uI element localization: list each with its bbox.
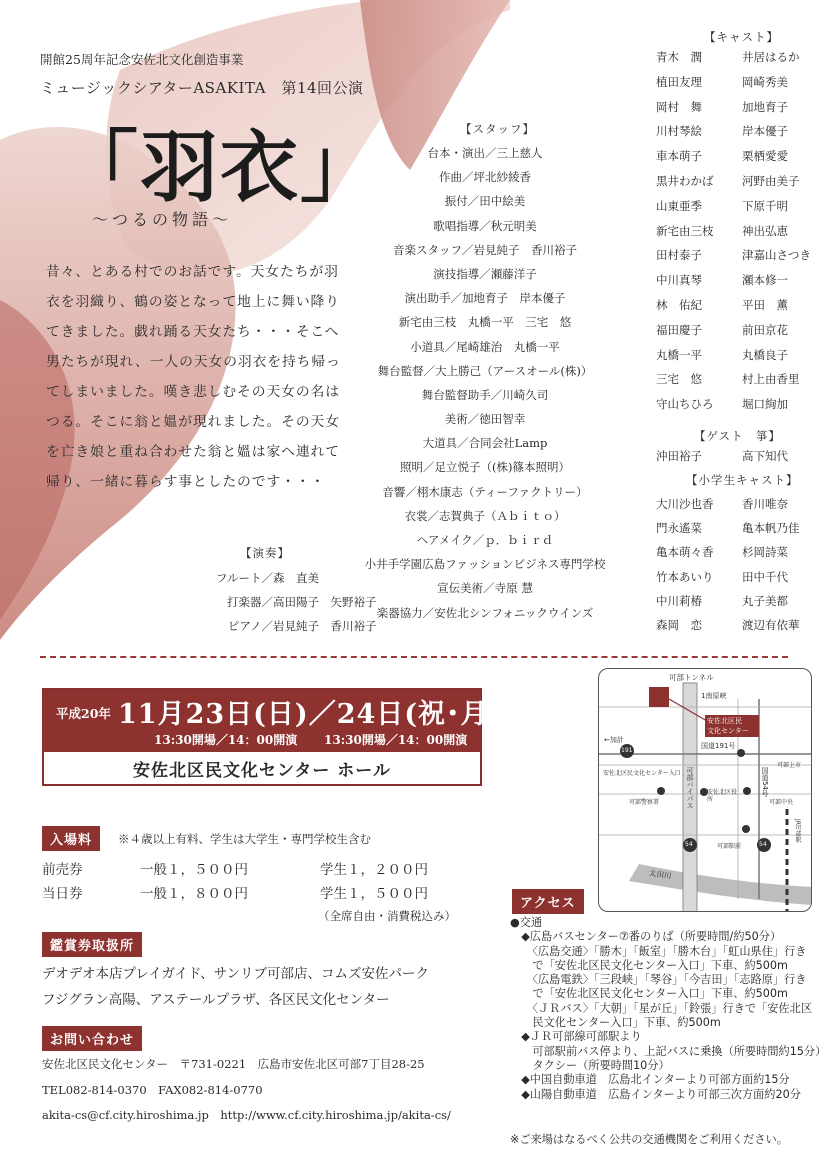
- theater-edition: ミュージックシアターASAKITA 第14回公演: [40, 79, 364, 97]
- map-kajiki: ←加計: [604, 736, 624, 744]
- staff-heading: 【スタッフ】: [460, 122, 535, 136]
- staff-item: 台本・演出／三上慈人: [427, 146, 543, 160]
- story-text: [46, 257, 366, 497]
- cast-member: 河野由美子: [742, 173, 800, 188]
- cast-member: 岡崎秀美: [742, 74, 788, 89]
- cast-member: 高下知代: [742, 449, 788, 463]
- performer-row: [178, 618, 377, 634]
- cast-row: [656, 96, 811, 121]
- access-footer: ※ご来場はなるべく公共の交通機関をご利用ください。: [510, 1133, 788, 1146]
- map-station-bus: 可部駅前: [717, 843, 742, 850]
- access-line: で「安佐北区民文化センター入口」下車、約500m: [510, 987, 788, 1001]
- cast-row: [656, 493, 800, 517]
- access-line: タクシー（所要時間10分）: [510, 1058, 670, 1072]
- cast-row: [656, 393, 811, 418]
- contact-label: お問い合わせ: [42, 1026, 142, 1051]
- access-label: アクセス: [512, 889, 584, 914]
- cast-member: 青木 潤: [656, 50, 702, 64]
- staff-item: 音響／栩木康志（ティーファクトリー）: [382, 484, 588, 499]
- map-bus-stop: 安佐北区民文化センター入口: [603, 770, 681, 777]
- cast-member: 下原千明: [742, 198, 788, 213]
- map-venue-label: 安佐北区民: [707, 717, 742, 725]
- cast-member: 岡村 舞: [656, 99, 702, 114]
- access-line: ◆広島バスセンター⑦番のりば（所要時間/約50分）: [510, 930, 782, 944]
- cast-row: [656, 244, 811, 269]
- general-price: 一般１，８００円: [140, 886, 248, 902]
- cast-heading: 【キャスト】: [704, 30, 779, 44]
- access-line: ◆ＪＲ可部線可部駅より: [510, 1030, 642, 1044]
- access-line: で「安佐北区民文化センター入口」下車、約500m: [510, 958, 788, 972]
- kids-cast-heading: 【小学生キャスト】: [686, 473, 799, 487]
- cast-member: 中川莉椿: [656, 593, 702, 608]
- cast-row: [656, 566, 800, 590]
- price-footnote: （全席自由・消費税込み）: [318, 909, 456, 923]
- date-box: [42, 688, 503, 786]
- performer-names: 岩見純子 香川裕子: [273, 619, 377, 633]
- cast-member: 丸橋良子: [742, 347, 788, 362]
- kids-cast-list: [656, 493, 800, 638]
- venue-name: 安佐北区民文化センター ホール: [133, 761, 391, 781]
- story-line: を亡き娘と重ね合わせた翁と媼は家へ連れて: [46, 444, 340, 460]
- cast-member: 福田慶子: [656, 322, 702, 337]
- student-price: 学生１，５００円: [320, 886, 428, 902]
- access-directions: [510, 916, 826, 1102]
- map-r54-badge: 54: [759, 841, 767, 848]
- ticket-outlets-line: デオデオ本店プレイガイド、サンリブ可部店、コムズ安佐パーク: [42, 966, 430, 982]
- price-row: [42, 882, 428, 902]
- page-title: 「羽衣」: [60, 122, 381, 213]
- staff-item: 小井手学園広島ファッションビジネス専門学校: [364, 557, 606, 572]
- cast-row: [656, 614, 800, 638]
- cast-member: 井居はるか: [742, 50, 800, 64]
- instrument: ピアノ／: [227, 619, 273, 633]
- map-tunnel: 可部トンネル: [669, 673, 714, 682]
- story-line: 昔々、とある村でのお話です。天女たちが羽: [46, 264, 339, 280]
- cast-member: 丸子美都: [742, 593, 788, 608]
- price-row: [42, 858, 428, 878]
- cast-member: 植田友理: [656, 74, 702, 89]
- cast-member: 亀本帆乃佳: [742, 521, 800, 536]
- cast-member: 丸橋一平: [656, 347, 702, 362]
- ticket-outlets-label: 鑑賞券取扱所: [42, 932, 142, 957]
- contact-web: akita-cs@cf.city.hiroshima.jp http://www.cf.city.hiroshima.jp/akita-cs/: [42, 1108, 451, 1122]
- cast-row: [656, 145, 811, 170]
- cast-list: [656, 46, 811, 418]
- contact-address: 安佐北区民文化センター 〒731-0221 広島市安佐北区可部7丁目28-25: [42, 1057, 425, 1071]
- cast-member: 前田京花: [742, 322, 788, 337]
- staff-item: 演技指導／瀬藤洋子: [433, 266, 537, 281]
- staff-item: 音楽スタッフ／岩見純子 香川裕子: [393, 242, 577, 257]
- cast-member: 瀬本修一: [742, 273, 788, 288]
- map-drawing: [599, 669, 812, 912]
- cast-member: 田中千代: [742, 569, 788, 584]
- staff-item: 振付／田中絵美: [444, 194, 526, 209]
- cast-row: [656, 517, 800, 541]
- staff-item: 照明／足立悦子（(株)篠本照明）: [400, 460, 570, 475]
- staff-item: 衣裳／志賀典子（Ａｂｉｔｏ）: [404, 508, 566, 523]
- cast-row: [656, 220, 811, 245]
- staff-item: 新宅由三枝 丸橋一平 三宅 悠: [398, 315, 572, 330]
- story-line: てしまいました。嘆き悲しむその天女の名は: [46, 384, 340, 400]
- date-banner: [44, 690, 503, 752]
- map-route54: 国道54号: [761, 767, 769, 797]
- cast-member: 津嘉山さつき: [742, 248, 811, 263]
- event-series: 開館25周年記念安佐北文化創造事業: [40, 52, 244, 67]
- cast-member: 平田 薫: [742, 297, 788, 312]
- map-r191-badge: 191: [621, 747, 633, 754]
- cast-row: [656, 319, 811, 344]
- staff-item: 宣伝美術／寺原 慧: [437, 581, 533, 596]
- page-subtitle: 〜つるの物語〜: [92, 210, 233, 229]
- contact-phone: TEL082-814-0370 FAX082-814-0770: [42, 1083, 263, 1097]
- access-map: [598, 668, 812, 912]
- performance-dates: 11月23日(日)／24日(祝･月): [118, 699, 503, 730]
- staff-item: 歌唱指導／秋元明美: [433, 218, 537, 233]
- cast-member: 川村琴絵: [656, 124, 702, 139]
- access-line: 可部駅前バス停より、上記バスに乗換（所要時間約15分）: [510, 1044, 827, 1058]
- access-line: 民文化センター入口」下車、約500m: [510, 1016, 721, 1030]
- story-line: つる。そこに翁と媼が現れました。その天女: [46, 414, 340, 430]
- cast-member: 杉岡詩菜: [742, 545, 788, 560]
- staff-item: 作曲／坪北紗綾香: [439, 170, 531, 185]
- student-price: 学生１，２００円: [320, 862, 428, 878]
- staff-item: 演出助手／加地育子 岸本優子: [404, 291, 566, 306]
- cast-member: 山東亜季: [656, 198, 702, 213]
- cast-member: 門永遙菜: [656, 521, 702, 536]
- map-kabekami: 可部上市: [777, 762, 802, 769]
- cast-member: 林 佑紀: [656, 297, 702, 312]
- section-divider: [40, 656, 788, 658]
- map-venue-label: 文化センター: [707, 727, 749, 735]
- performer-names: 森 直美: [273, 571, 319, 585]
- admission-label: 入場料: [42, 826, 100, 851]
- map-police: 可部警察署: [629, 799, 660, 806]
- cast-member: 三宅 悠: [656, 372, 702, 387]
- map-route191: 国道191号: [701, 742, 736, 750]
- cast-member: 渡辺有依華: [742, 617, 800, 632]
- guest-row: [656, 445, 788, 464]
- date-era: 平成20年: [56, 706, 111, 721]
- cast-member: 田村泰子: [656, 248, 702, 263]
- staff-item: 舞台監督助手／川崎久司: [421, 387, 549, 402]
- staff-item: 小道具／尾崎雄治 丸橋一平: [410, 339, 560, 354]
- cast-row: [656, 541, 800, 565]
- staff-item: ヘアメイク／ｐ．ｂｉｒｄ: [416, 533, 554, 547]
- guest-heading: 【ゲスト 箏】: [694, 429, 782, 443]
- map-river: 太田川: [648, 868, 673, 881]
- cast-member: 守山ちひろ: [656, 397, 714, 412]
- cast-member: 村上由香里: [742, 372, 800, 387]
- cast-member: 黒井わかば: [656, 173, 714, 188]
- cast-member: 亀本萌々香: [656, 545, 714, 560]
- access-line: ◆山陽自動車道 広島インターより可部三次方面約20分: [510, 1087, 801, 1101]
- access-line: 〈ＪＲバス〉「大朝」「星が丘」「鈴張」行きで「安佐北区: [510, 1001, 813, 1015]
- cast-member: 沖田裕子: [656, 449, 702, 463]
- cast-row: [656, 120, 811, 145]
- access-line: 〈広島電鉄〉「三段峡」「琴谷」「今吉田」「志路原」行き: [510, 973, 807, 987]
- cast-member: 森岡 恋: [656, 617, 702, 632]
- performers-heading: 【演奏】: [240, 546, 290, 560]
- cast-member: 岸本優子: [742, 124, 788, 139]
- admission-note: ※４歳以上有料、学生は大学生・専門学校生含む: [118, 832, 371, 846]
- map-bypass: 可部バイパス: [686, 767, 694, 809]
- day1-time: 13:30開場／14：00開演: [154, 733, 298, 747]
- performer-row: [178, 594, 377, 610]
- cast-member: 中川真琴: [656, 273, 702, 288]
- map-jr-station: JR可部駅: [794, 819, 801, 843]
- cast-member: 堀口絢加: [742, 397, 788, 412]
- staff-item: 楽器協力／安佐北シンフォニックウインズ: [376, 605, 594, 620]
- story-line: 帰り、一緒に暮らす事としたのです・・・: [46, 474, 326, 490]
- story-line: 男たちが現れ、一人の天女の羽衣を持ち帰っ: [46, 354, 341, 370]
- map-jct: 1南原峡: [701, 692, 727, 700]
- day2-time: 13:30開場／14：00開演: [324, 733, 468, 747]
- instrument: 打楽器／: [227, 595, 273, 609]
- cast-member: 竹本あいり: [656, 569, 714, 584]
- access-line: ●交通: [510, 916, 543, 929]
- map-r54-badge: 54: [685, 841, 693, 848]
- staff-item: 舞台監督／大上勝己（アースオール(株)）: [377, 363, 593, 378]
- cast-member: 車本萌子: [656, 149, 702, 164]
- cast-member: 加地育子: [742, 99, 788, 114]
- cast-member: 栗栖愛愛: [742, 149, 788, 164]
- cast-member: 新宅由三枝: [656, 223, 714, 238]
- cast-row: [656, 46, 811, 71]
- cast-member: 大川沙也香: [656, 497, 714, 511]
- cast-row: [656, 195, 811, 220]
- cast-member: 神出弘恵: [742, 223, 788, 238]
- performer-names: 高田陽子 矢野裕子: [273, 595, 377, 609]
- staff-list: [340, 145, 630, 629]
- cast-member: 香川唯奈: [742, 497, 788, 511]
- map-kabenaka: 可部中央: [769, 799, 794, 806]
- cast-row: [656, 590, 800, 614]
- access-line: ◆中国自動車道 広島北インターより可部方面約15分: [510, 1073, 790, 1087]
- staff-item: 大道具／合同会社Lamp: [422, 436, 548, 451]
- cast-row: [656, 344, 811, 369]
- ticket-type: 当日券: [42, 886, 83, 902]
- story-line: 衣を羽織り、鶴の姿となって地上に舞い降り: [46, 294, 340, 310]
- cast-row: [656, 269, 811, 294]
- story-line: てきました。戯れ踊る天女たち・・・そこへ: [46, 324, 340, 340]
- ticket-outlets-line: フジグラン高陽、アステールプラザ、各区民文化センター: [42, 992, 390, 1008]
- staff-item: 美術／徳田智幸: [444, 412, 526, 427]
- cast-row: [656, 294, 811, 319]
- access-line: 〈広島交通〉「勝木」「飯室」「勝木台」「虹山県住」行き: [510, 944, 807, 958]
- map-ward-office: 安佐北区役所: [707, 789, 738, 803]
- instrument: フルート／: [215, 571, 273, 585]
- cast-row: [656, 170, 811, 195]
- cast-row: [656, 368, 811, 393]
- performer-row: [178, 570, 319, 586]
- ticket-type: 前売券: [42, 862, 83, 878]
- cast-row: [656, 71, 811, 96]
- general-price: 一般１，５００円: [140, 862, 248, 878]
